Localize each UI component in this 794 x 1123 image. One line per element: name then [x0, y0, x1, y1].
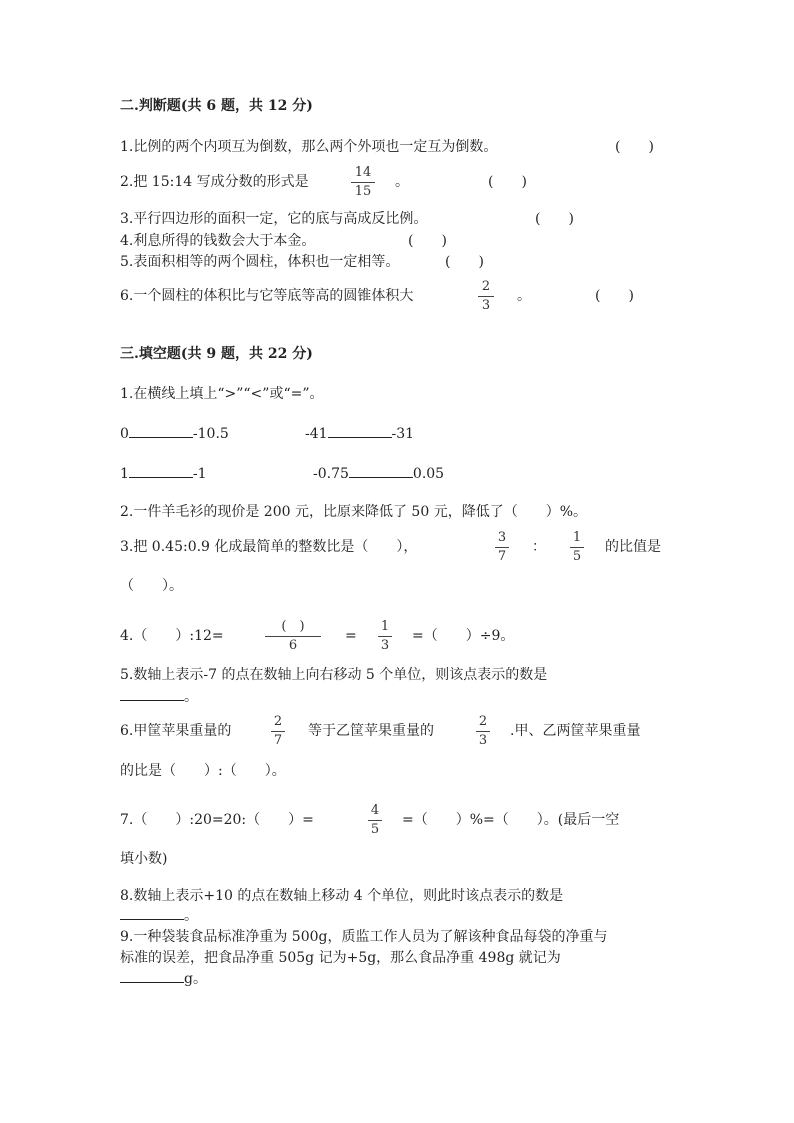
fill-q3-fraction-2	[570, 531, 584, 564]
fill-q4-fraction-1	[265, 620, 321, 653]
fraction-denominator: 3	[481, 298, 491, 313]
fraction-bar	[265, 636, 321, 637]
judge-q4-text: 4.利息所得的钱数会大于本金。	[120, 233, 316, 249]
fill-q3-line2: （ ）。	[120, 578, 183, 594]
compare-left: 1	[120, 466, 129, 482]
fill-q7-fraction	[368, 804, 382, 837]
fraction-numerator: 2	[478, 714, 488, 729]
fraction-denominator: 15	[354, 184, 372, 199]
compare-right: -10.5	[192, 426, 229, 442]
fill-q1-row-b	[305, 425, 414, 443]
answer-blank[interactable]	[120, 688, 184, 701]
fill-q7-line2: 填小数)	[120, 851, 168, 867]
fill-q9-end: g。	[184, 971, 207, 987]
judge-q6-fraction	[478, 280, 494, 313]
fill-q1-row-c	[120, 465, 207, 483]
fraction-denominator: 3	[380, 638, 390, 653]
compare-right: 0.05	[412, 466, 445, 482]
fill-q4-pre: 4.（ ）:12=	[120, 628, 224, 644]
fraction-denominator: 6	[288, 638, 298, 653]
answer-blank[interactable]	[120, 970, 184, 983]
judge-q2-fraction	[351, 166, 375, 199]
judge-q1	[120, 138, 497, 156]
fraction-denominator: 7	[497, 549, 507, 564]
fill-q9-line3	[120, 970, 207, 988]
fill-q6-pre: 6.甲筐苹果重量的	[120, 723, 232, 739]
compare-right: -31	[391, 426, 415, 442]
judge-q6-post: 。	[517, 288, 531, 304]
fill-q5-end: 。	[184, 689, 198, 705]
fill-q3-colon: ：	[532, 539, 546, 555]
answer-blank[interactable]	[349, 465, 413, 478]
fraction-bar	[271, 731, 285, 732]
answer-blank[interactable]	[328, 425, 392, 438]
fill-q3-fraction-1	[495, 531, 509, 564]
fill-q7-post: =（ ）%=（ ）。(最后一空	[402, 812, 620, 828]
compare-left: 0	[120, 426, 129, 442]
judge-q6-paren: ( )	[595, 288, 634, 304]
fraction-numerator: ( )	[281, 619, 305, 634]
compare-right: -1	[192, 466, 207, 482]
fill-q4-eq: =	[345, 628, 357, 644]
fill-q6-mid: 等于乙筐苹果重量的	[308, 723, 434, 739]
fraction-numerator: 3	[497, 530, 507, 545]
fraction-bar	[368, 820, 382, 821]
fill-q9-line1: 9.一种袋装食品标准净重为 500g，质监工作人员为了解该种食品每袋的净重与	[120, 929, 608, 945]
fill-q8-text: 8.数轴上表示+10 的点在数轴上移动 4 个单位，则此时该点表示的数是	[120, 888, 564, 904]
judge-q3-paren: ( )	[535, 211, 574, 227]
fill-q5-line2	[120, 688, 198, 706]
fraction-denominator: 7	[273, 733, 283, 748]
answer-blank[interactable]	[129, 425, 193, 438]
fraction-bar	[378, 636, 392, 637]
judge-q6-pre: 6.一个圆柱的体积比与它等底等高的圆锥体积大	[120, 288, 414, 304]
judge-q2-paren: ( )	[488, 174, 527, 190]
fill-q8-line2	[120, 907, 198, 925]
answer-blank[interactable]	[129, 465, 193, 478]
section-2-title: 二.判断题(共 6 题，共 12 分)	[120, 98, 313, 114]
fill-q3-pre: 3.把 0.45:0.9 化成最简单的整数比是（ ），	[120, 539, 418, 555]
fraction-numerator: 2	[273, 714, 283, 729]
fill-q4-post: =（ ）÷9。	[412, 628, 515, 644]
fraction-numerator: 4	[370, 803, 380, 818]
fill-q5-text: 5.数轴上表示-7 的点在数轴上向右移动 5 个单位，则该点表示的数是	[120, 667, 548, 683]
fraction-bar	[478, 296, 494, 297]
fraction-denominator: 3	[478, 733, 488, 748]
fraction-bar	[476, 731, 490, 732]
fill-q3-post: 的比值是	[605, 539, 661, 555]
fill-q6-post: .甲、乙两筐苹果重量	[510, 723, 641, 739]
judge-q4-paren: ( )	[408, 233, 447, 249]
fraction-bar	[495, 547, 509, 548]
judge-q2-pre: 2.把 15:14 写成分数的形式是	[120, 174, 309, 190]
fraction-numerator: 2	[481, 279, 491, 294]
fraction-numerator: 14	[354, 165, 372, 180]
fill-q6-line2: 的比是（ ）:（ ）。	[120, 763, 286, 779]
judge-q5-paren: ( )	[445, 254, 484, 270]
fill-q6-fraction-1	[271, 715, 285, 748]
fraction-denominator: 5	[370, 822, 380, 837]
fraction-numerator: 1	[380, 619, 390, 634]
fill-q1-row-d	[313, 465, 444, 483]
judge-q3-text: 3.平行四边形的面积一定，它的底与高成反比例。	[120, 211, 428, 227]
fill-q7-pre: 7.（ ）:20=20:（ ）=	[120, 812, 314, 828]
judge-q1-text: 1.比例的两个内项互为倒数，那么两个外项也一定互为倒数。	[120, 139, 498, 155]
fill-q2-text: 2.一件羊毛衫的现价是 200 元，比原来降低了 50 元，降低了（ ）%。	[120, 504, 587, 520]
compare-left: -41	[305, 426, 328, 442]
fill-q1-text: 1.在横线上填上“>”“<”或“=”。	[120, 386, 324, 402]
fill-q6-fraction-2	[476, 715, 490, 748]
fill-q1-row-a	[120, 425, 229, 443]
fraction-bar	[351, 182, 375, 183]
judge-q5-text: 5.表面积相等的两个圆柱，体积也一定相等。	[120, 254, 400, 270]
fraction-bar	[570, 547, 584, 548]
fraction-denominator: 5	[572, 549, 582, 564]
section-3-title: 三.填空题(共 9 题，共 22 分)	[120, 346, 313, 362]
fill-q9-line2: 标准的误差，把食品净重 505g 记为+5g，那么食品净重 498g 就记为	[120, 950, 561, 966]
fill-q8-end: 。	[184, 908, 198, 924]
compare-left: -0.75	[313, 466, 349, 482]
fraction-numerator: 1	[572, 530, 582, 545]
judge-q1-paren: ( )	[615, 139, 654, 155]
judge-q2-post: 。	[395, 174, 409, 190]
answer-blank[interactable]	[120, 907, 184, 920]
fill-q4-fraction-2	[378, 620, 392, 653]
